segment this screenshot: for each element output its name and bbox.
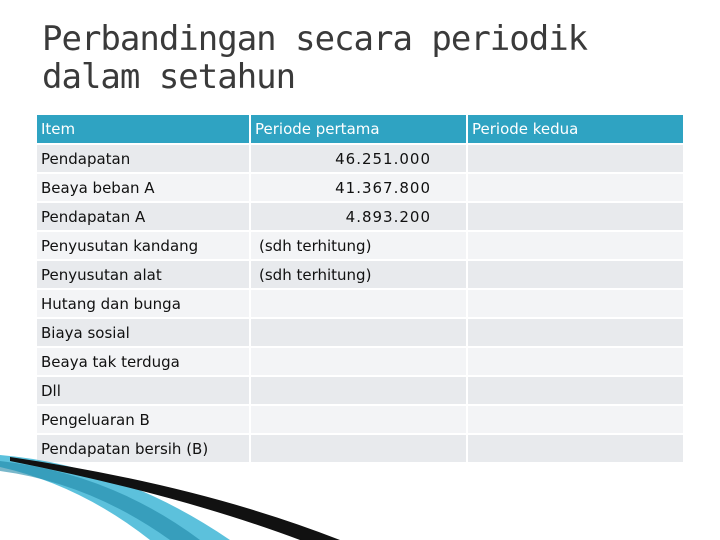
row-periode-kedua	[468, 319, 685, 348]
row-periode-pertama: 41.367.800	[251, 174, 468, 203]
row-item: Dll	[37, 377, 251, 406]
header-periode-kedua: Periode kedua	[468, 115, 685, 145]
row-periode-kedua	[468, 261, 685, 290]
row-item: Pendapatan bersih (B)	[37, 435, 251, 464]
header-item: Item	[37, 115, 251, 145]
row-periode-kedua	[468, 290, 685, 319]
row-periode-pertama: 4.893.200	[251, 203, 468, 232]
row-periode-pertama	[251, 377, 468, 406]
table-row	[37, 290, 685, 319]
row-periode-pertama	[251, 319, 468, 348]
row-periode-kedua	[468, 377, 685, 406]
row-periode-kedua	[468, 203, 685, 232]
table-row	[37, 406, 685, 435]
row-item: Pendapatan	[37, 145, 251, 174]
row-periode-pertama	[251, 348, 468, 377]
title-line-1: Perbandingan secara periodik	[42, 19, 588, 59]
row-item: Penyusutan alat	[37, 261, 251, 290]
table-row	[37, 203, 685, 232]
table-row	[37, 319, 685, 348]
slide-title	[42, 20, 682, 96]
title-line-2: dalam setahun	[42, 57, 296, 97]
table-row	[37, 232, 685, 261]
table-row	[37, 348, 685, 377]
row-periode-pertama: (sdh terhitung)	[251, 261, 468, 290]
table-row	[37, 174, 685, 203]
row-periode-kedua	[468, 232, 685, 261]
row-item: Beaya tak terduga	[37, 348, 251, 377]
row-periode-kedua	[468, 348, 685, 377]
row-item: Pengeluaran B	[37, 406, 251, 435]
comparison-table	[37, 115, 685, 464]
row-periode-kedua	[468, 145, 685, 174]
table-header-row	[37, 115, 685, 145]
table-row	[37, 377, 685, 406]
row-item: Biaya sosial	[37, 319, 251, 348]
row-item: Beaya beban A	[37, 174, 251, 203]
row-periode-pertama	[251, 406, 468, 435]
table-row	[37, 261, 685, 290]
row-periode-kedua	[468, 174, 685, 203]
row-periode-pertama	[251, 290, 468, 319]
row-periode-pertama: (sdh terhitung)	[251, 232, 468, 261]
row-periode-pertama: 46.251.000	[251, 145, 468, 174]
row-periode-kedua	[468, 406, 685, 435]
row-item: Penyusutan kandang	[37, 232, 251, 261]
row-item: Hutang dan bunga	[37, 290, 251, 319]
decorative-swoosh	[0, 445, 720, 540]
table-row	[37, 145, 685, 174]
row-item: Pendapatan A	[37, 203, 251, 232]
header-periode-pertama: Periode pertama	[251, 115, 468, 145]
